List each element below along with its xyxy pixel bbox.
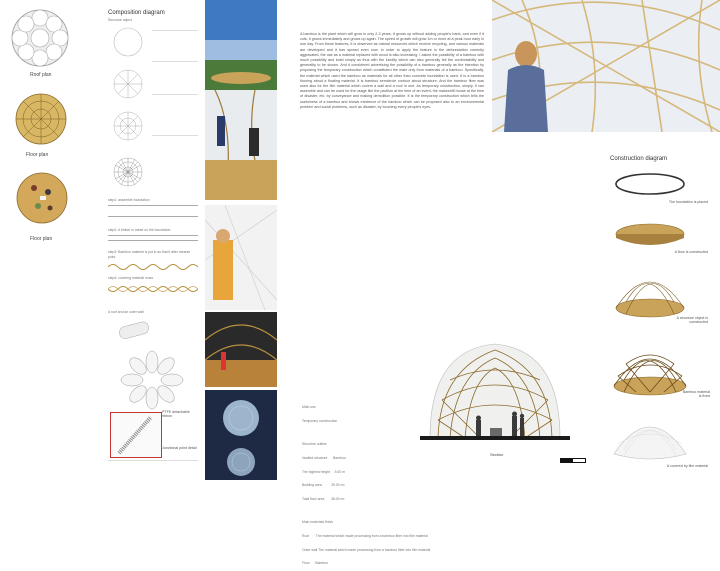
detachable-label: PTFE detachable ribbon (162, 410, 190, 418)
step-structure (612, 266, 688, 320)
floor-plan-label: Floor plan (26, 152, 49, 158)
spec-line: Total floor area 38.00 m² (302, 497, 345, 502)
spec-line: The highest height 5.00 m (302, 469, 345, 474)
spec-line: Main use (302, 405, 316, 410)
step2-line (108, 235, 198, 241)
composition-notes (152, 30, 198, 176)
floor-plan (16, 172, 68, 224)
step3-wave (108, 262, 198, 272)
spec-line: Vaulted structure Bamboo (302, 455, 346, 460)
caption-film: A covered by film material (666, 464, 708, 468)
junction-detail (110, 412, 162, 458)
spec-line: Outer wall The material which made processing from a bamboo fiber into film material (302, 547, 431, 552)
construction-title: Construction diagram (610, 156, 668, 162)
step-foundation (612, 170, 688, 200)
step1-line (108, 205, 198, 217)
scale-bar (560, 458, 586, 463)
photo-strip (205, 0, 277, 480)
caption-bamboo: Bamboo material is fixed (682, 390, 710, 398)
step4-wave (108, 284, 198, 294)
floor-label: Floor plan (30, 236, 53, 242)
step-film (610, 408, 690, 464)
main-description: A bamboo is the plant which will grow in only 2-3 years. It grows up without adding people's hand, and even if it cuts, it grows immediately and grows up again. The speed of growth will grow 1m or more at a peak hour early in one day. From these features, it is observed as natural resources which receive recycling, and various materials are developed and it has spread even now. In order to apply the feature in the deforestation currently aggravated, the use as a material replaced with wood is also increasing. I asked the possibility of a bamboo with much possibility and build simply as thus with the lucidity which can also generally tell the comfortability and generality to be shown. And it considered advertising the possibility of a bamboo generally as the intention by proposing the temporary construction which constituted the main only from materials of a bamboo. Specifically, the material which used the bamboo as materials for all other than concrete foundation is used. It is a bamboo flooring about a floating material. It is bamboo semicircle contour about structure. And the bamboo fiber was used also for the film material which covers a wall and a roof in one. As temporary construction, simply, it can assemble and can be used for the usage like the pavilion at the time of an event, the makeshift house at the time of disaster, etc. by conveyance and making demolition possible. It is the temporary construction which tells the usefulness of a bamboo and shows existence of the bamboo which can be proposed also to an environmental problem and social problems, such as disaster, by touching every people's eyes. (300, 32, 484, 109)
composition-diagrams (108, 26, 148, 206)
structure-object-label: Structure object (108, 18, 132, 22)
section-drawing (420, 330, 570, 448)
spec-line: Floor Bamboo (302, 561, 329, 566)
step5-label: A roof and an outer wall (108, 310, 144, 314)
spec-line: Roof The material which made processing from a bamboo fiber into film material (302, 533, 428, 538)
roof-plan (10, 8, 70, 68)
caption-foundation: The foundation is placed (668, 200, 708, 204)
spec-line: Temporary construction (302, 418, 338, 423)
interior-photo (492, 0, 720, 132)
step3-label: step3: Bamboo material is put in as that it after mearse point (108, 250, 191, 259)
roof-plan-label: Roof plan (30, 72, 52, 78)
junction-label: Junctional point detail (162, 446, 197, 450)
membrane-star (120, 350, 184, 410)
caption-structure: A structure object is constructed (676, 316, 708, 324)
spec-line: Building area 39.00 m² (302, 483, 345, 488)
step-bamboo (610, 340, 690, 398)
membrane-roll (115, 318, 155, 342)
spec-line: Structure outline (302, 441, 327, 446)
step1-label: step1: assemble foundation (108, 198, 150, 202)
caption-floor: A floor is constructed (674, 250, 708, 254)
structure-plan (14, 92, 68, 146)
step-floor (612, 218, 688, 250)
step2-label: step2: A timber is mead on the foundation (108, 228, 171, 232)
spec-line: Main materials finish (302, 520, 333, 525)
section-label: Section (490, 452, 504, 457)
composition-footnote (108, 460, 198, 473)
step4-label: step4: covering material cross (108, 276, 154, 280)
composition-title: Composition diagram (108, 10, 165, 16)
